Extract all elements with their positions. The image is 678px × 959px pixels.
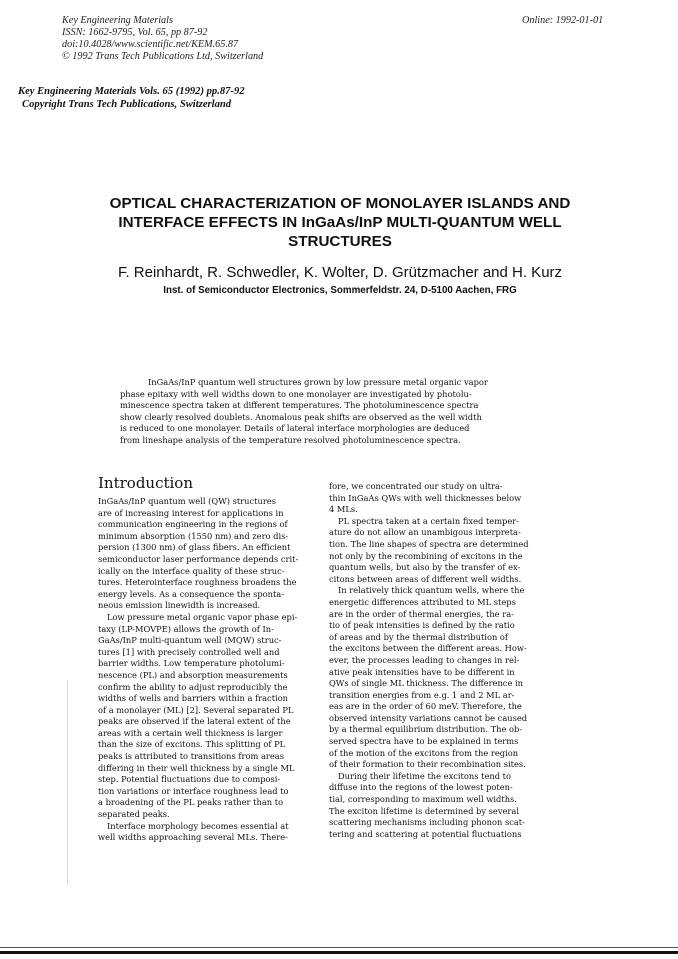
- body-text-line: PL spectra taken at a certain fixed temper-: [338, 515, 520, 526]
- body-text-line: served spectra have to be explained in terms: [329, 736, 519, 747]
- authors: F. Reinhardt, R. Schwedler, K. Wolter, D. Grützmacher and H. Kurz: [117, 264, 563, 281]
- body-text-line: quantum wells, but also by the transfer of ex-: [329, 562, 521, 573]
- meta-line: doi:10.4028/www.scientific.net/KEM.65.87: [62, 39, 239, 50]
- title-line: STRUCTURES: [288, 233, 392, 250]
- body-text-line: nescence (PL) and absorption measurements: [98, 669, 288, 680]
- body-text-line: InGaAs/InP quantum well (QW) structures: [98, 496, 276, 506]
- body-text-line: tial, corresponding to maximum well widths.: [329, 794, 517, 805]
- body-text-line: scattering mechanisms including phonon scat-: [329, 817, 525, 828]
- body-text-line: tures. Heterointerface roughness broadens the: [98, 577, 297, 588]
- body-text-line: energetic differences attributed to ML steps: [329, 596, 516, 607]
- body-text-line: are of increasing interest for applications in: [98, 507, 284, 518]
- body-text-line: of a monolayer (ML) [2]. Several separated PL: [98, 704, 294, 715]
- body-text-line: The exciton lifetime is determined by several: [329, 805, 519, 816]
- journal-line: Copyright Trans Tech Publications, Switzerland: [22, 99, 232, 110]
- body-text-line: eas are in the order of 60 meV. Therefore, the: [329, 701, 522, 712]
- body-text-line: citons between areas of different well widths.: [329, 573, 522, 584]
- body-text-line: tion. The line shapes of spectra are determined: [329, 538, 529, 549]
- body-column-right: [329, 481, 529, 840]
- body-text-line: tering and scattering at potential fluctuations: [329, 828, 522, 839]
- title-line: OPTICAL CHARACTERIZATION OF MONOLAYER ISLANDS AND: [109, 195, 571, 212]
- body-text-line: communication engineering in the regions of: [98, 519, 288, 530]
- body-text-line: a broadening of the PL peaks rather than to: [98, 797, 284, 808]
- body-text-line: step. Potential fluctuations due to composi-: [98, 774, 281, 785]
- body-text-line: energy levels. As a consequence the sponta-: [98, 588, 285, 599]
- meta-line: © 1992 Trans Tech Publications Ltd, Switzerland: [62, 51, 264, 62]
- body-text-line: persion (1300 nm) of glass fibers. An efficient: [98, 542, 291, 553]
- body-text-line: widths of wells and barriers within a fraction: [98, 693, 289, 704]
- section-heading: Introduction: [98, 474, 193, 492]
- body-text-line: tures [1] with precisely controlled well and: [98, 646, 280, 657]
- abstract-line: show clearly resolved doublets. Anomalous peak shifts are observed as the well width: [120, 411, 482, 422]
- abstract-line: from lineshape analysis of the temperature resolved photoluminescence spectra.: [120, 434, 461, 445]
- body-text-line: 4 MLs.: [329, 504, 358, 515]
- meta-line: Key Engineering Materials: [62, 15, 173, 26]
- body-text-line: diffuse into the regions of the lowest poten-: [329, 782, 513, 793]
- body-text-line: transition energies from e.g. 1 and 2 ML ar-: [329, 689, 515, 700]
- scan-artifact: [67, 680, 68, 885]
- body-text-line: confirm the ability to adjust reproducibly the: [98, 681, 288, 692]
- body-text-line: tio of peak intensities is defined by the ratio: [329, 620, 515, 631]
- body-text-line: GaAs/InP multi-quantum well (MQW) struc-: [98, 635, 282, 646]
- body-text-line: of their formation to their recombination sites.: [329, 759, 526, 770]
- body-text-line: of areas and by the thermal distribution of: [329, 631, 508, 642]
- body-text-line: semiconductor laser performance depends crit-: [98, 553, 299, 564]
- body-text-line: ative peak intensities have to be different in: [329, 666, 515, 677]
- footer-rule-thin: [0, 947, 678, 948]
- body-text-line: than the size of excitons. This splitting of PL: [98, 739, 286, 750]
- abstract-line: InGaAs/InP quantum well structures grown by low pressure metal organic vapor: [148, 377, 488, 387]
- body-text-line: not only by the recombining of excitons in the: [329, 550, 523, 561]
- body-text-line: differing in their well thickness by a single ML: [98, 762, 295, 773]
- body-text-line: barrier widths. Low temperature photolumi-: [98, 658, 285, 669]
- body-text-line: ically on the interface quality of these struc-: [98, 565, 285, 576]
- affiliation: Inst. of Semiconductor Electronics, Sommerfeldstr. 24, D-5100 Aachen, FRG: [163, 285, 517, 296]
- body-text-line: ature do not allow an unambigous interpreta-: [329, 527, 521, 538]
- body-text-line: Interface morphology becomes essential at: [107, 820, 289, 831]
- body-text-line: the excitons between the different areas. How-: [329, 643, 527, 654]
- online-date: Online: 1992-01-01: [522, 15, 604, 26]
- body-text-line: well widths approaching several MLs. There-: [98, 832, 288, 843]
- publication-meta: [62, 15, 263, 63]
- body-column-left: [98, 496, 298, 844]
- body-text-line: taxy (LP-MOVPE) allows the growth of In-: [98, 623, 274, 634]
- body-text-line: tion variations or interface roughness lead to: [98, 785, 289, 796]
- abstract: [120, 377, 488, 447]
- abstract-line: phase epitaxy with well widths down to one monolayer are investigated by photolu-: [120, 388, 472, 399]
- body-text-line: QWs of single ML thickness. The difference in: [329, 678, 523, 689]
- body-text-line: areas with a certain well thickness is larger: [98, 727, 283, 738]
- body-text-line: are in the order of thermal energies, the ra-: [329, 608, 514, 619]
- body-text-line: minimum absorption (1550 nm) and zero dis-: [98, 530, 289, 541]
- body-text-line: thin InGaAs QWs with well thicknesses below: [329, 492, 522, 503]
- body-text-line: separated peaks.: [98, 809, 170, 820]
- body-text-line: fore, we concentrated our study on ultra-: [329, 481, 503, 491]
- abstract-line: is reduced to one monolayer. Details of lateral interface morphologies are deduced: [120, 423, 470, 434]
- body-text-line: ever, the processes leading to changes in rel-: [329, 654, 520, 665]
- body-text-line: Low pressure metal organic vapor phase epi-: [107, 611, 298, 622]
- body-text-line: observed intensity variations cannot be caused: [329, 712, 528, 723]
- body-text-line: neous emission linewidth is increased.: [98, 600, 261, 611]
- body-text-line: In relatively thick quantum wells, where the: [338, 585, 525, 596]
- journal-line: Key Engineering Materials Vols. 65 (1992) pp.87-92: [18, 86, 245, 97]
- paper-title: [40, 194, 640, 251]
- body-text-line: by a thermal equilibrium distribution. The ob-: [329, 724, 523, 735]
- journal-header: [18, 85, 245, 111]
- body-text-line: peaks are observed if the lateral extent of the: [98, 716, 291, 727]
- body-text-line: of the motion of the excitons from the region: [329, 747, 519, 758]
- body-text-line: peaks is attributed to transitions from areas: [98, 751, 284, 762]
- title-line: INTERFACE EFFECTS IN InGaAs/InP MULTI-QUANTUM WELL: [118, 214, 562, 231]
- body-text-line: During their lifetime the excitons tend to: [338, 770, 511, 781]
- footer-rule: [0, 951, 678, 954]
- abstract-line: minescence spectra taken at different temperatures. The photoluminescence spectra: [120, 400, 479, 411]
- meta-line: ISSN: 1662-9795, Vol. 65, pp 87-92: [62, 27, 208, 38]
